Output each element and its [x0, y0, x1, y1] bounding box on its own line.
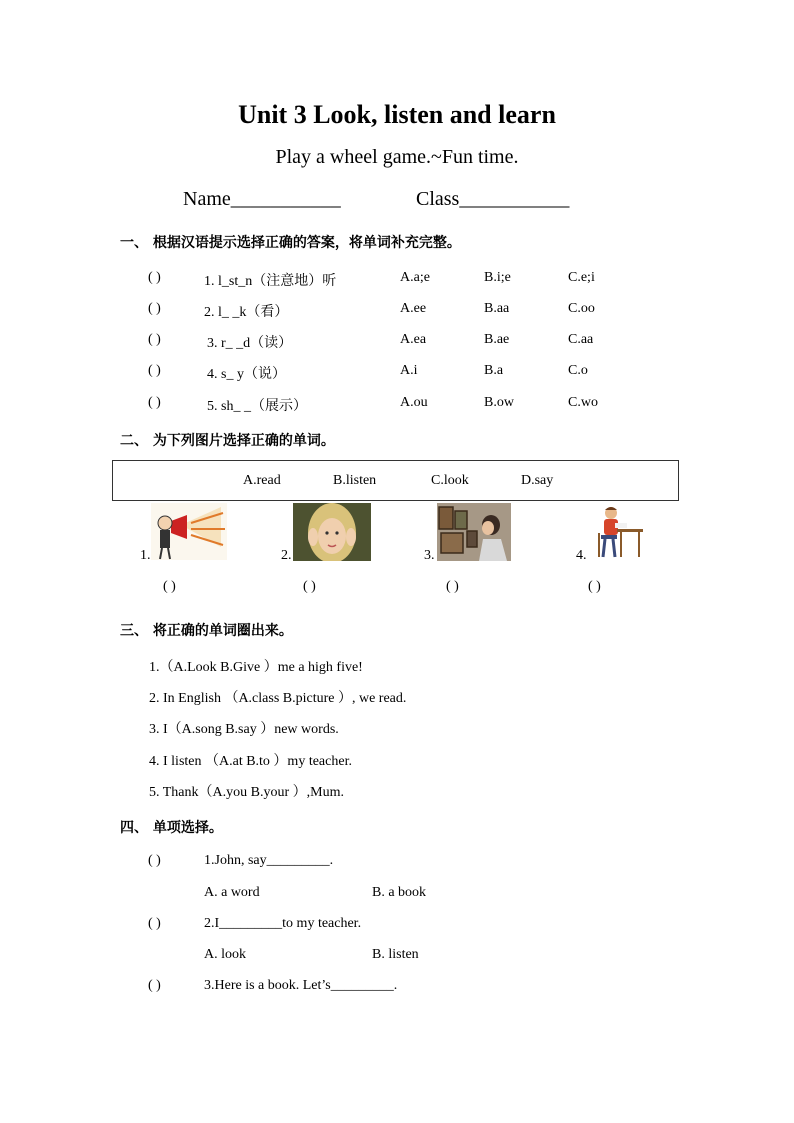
section1-heading: 一、 根据汉语提示选择正确的答案，将单词补充完整。 [120, 235, 461, 251]
option-b: B. a book [372, 885, 427, 900]
option-b: B. listen [372, 947, 419, 962]
answer-blank: ( ) [446, 579, 459, 594]
answer-blank: ( ) [148, 916, 161, 931]
option-b: B.ow [484, 395, 514, 410]
question-text: 1.John, say_________. [204, 853, 334, 868]
answer-blank: ( ) [148, 853, 161, 868]
question-text: 3. r_ _d（读） [207, 336, 293, 351]
option-b: B.aa [484, 301, 510, 316]
word-bank-box [112, 460, 679, 501]
question-text: 5. sh_ _（展示） [207, 399, 307, 414]
answer-blank: ( ) [148, 332, 161, 347]
option-b: B.ae [484, 332, 510, 347]
option-a: A.a;e [400, 270, 430, 285]
circle-question: 3. I（A.song B.say ）new words. [149, 722, 339, 737]
girl-listening-picture [293, 503, 371, 561]
man-reading-picture [589, 503, 645, 559]
option-b: B.a [484, 363, 504, 378]
question-text: 2. l_ _k（看） [204, 305, 289, 320]
question-text: 2.I_________to my teacher. [204, 916, 362, 931]
picture-number: 3. [424, 548, 435, 563]
name-field-label: Name___________ [183, 188, 341, 210]
circle-question: 2. In English （A.class B.picture ）, we read. [149, 691, 407, 706]
option-c: C.aa [568, 332, 594, 347]
option-a: A. look [204, 947, 246, 962]
option-a: A.ee [400, 301, 427, 316]
option-c: C.e;i [568, 270, 595, 285]
option-a: A.ou [400, 395, 428, 410]
answer-blank: ( ) [303, 579, 316, 594]
section2-heading: 二、 为下列图片选择正确的单词。 [120, 433, 335, 449]
looking-at-paintings-picture [437, 503, 511, 561]
picture-number: 4. [576, 548, 587, 563]
option-b: B.i;e [484, 270, 511, 285]
word-bank-item: C.look [431, 473, 469, 488]
word-bank-item: B.listen [333, 473, 377, 488]
word-bank-item: A.read [243, 473, 281, 488]
picture-number: 2. [281, 548, 292, 563]
question-text: 4. s_ y（说） [207, 367, 286, 382]
answer-blank: ( ) [148, 363, 161, 378]
page-title: Unit 3 Look, listen and learn [238, 100, 556, 129]
circle-question: 1.（A.Look B.Give ）me a high five! [149, 660, 363, 675]
class-field-label: Class___________ [416, 188, 570, 210]
circle-question: 5. Thank（A.you B.your ）,Mum. [149, 785, 344, 800]
answer-blank: ( ) [148, 270, 161, 285]
circle-question: 4. I listen （A.at B.to ）my teacher. [149, 754, 352, 769]
section3-heading: 三、 将正确的单词圈出来。 [120, 623, 293, 639]
option-a: A.ea [400, 332, 427, 347]
option-c: C.oo [568, 301, 595, 316]
option-a: A. a word [204, 885, 260, 900]
answer-blank: ( ) [148, 301, 161, 316]
answer-blank: ( ) [148, 978, 161, 993]
answer-blank: ( ) [148, 395, 161, 410]
question-text: 1. l_st_n（注意地）听 [204, 274, 337, 289]
page-subtitle: Play a wheel game.~Fun time. [275, 146, 519, 168]
option-a: A.i [400, 363, 418, 378]
option-c: C.wo [568, 395, 598, 410]
section4-heading: 四、 单项选择。 [120, 820, 223, 836]
megaphone-picture [151, 503, 227, 560]
picture-number: 1. [140, 548, 151, 563]
question-text: 3.Here is a book. Let’s_________. [204, 978, 398, 993]
word-bank-item: D.say [521, 473, 554, 488]
option-c: C.o [568, 363, 588, 378]
answer-blank: ( ) [588, 579, 601, 594]
answer-blank: ( ) [163, 579, 176, 594]
